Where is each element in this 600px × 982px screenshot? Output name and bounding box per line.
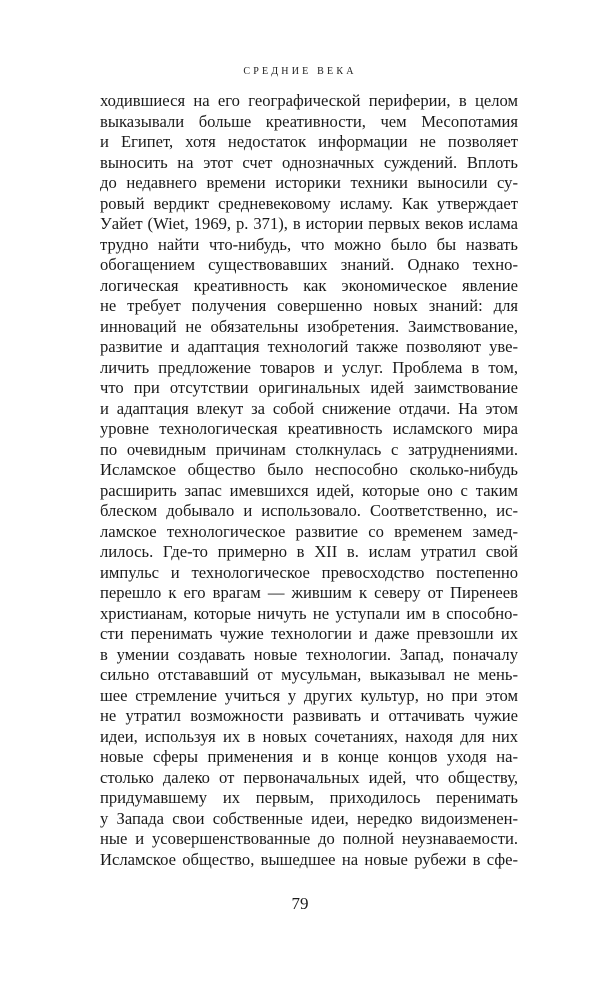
text-line: личить предложение товаров и услуг. Проблема в том,: [100, 357, 518, 377]
text-line: инноваций не обязательны изобретения. Заимствование,: [100, 316, 518, 336]
body-text: [100, 91, 518, 870]
text-line: ные и усовершенствованные до полной неузнаваемости.: [100, 829, 518, 848]
text-line: придумавшему их первым, приходилось перенимать: [100, 788, 518, 807]
text-line: логическая креативность как экономическое явление: [100, 275, 518, 295]
text-line: лилось. Где-то примерно в XII в. ислам утратил свой: [100, 542, 518, 561]
text-line: перешло к его врагам — жившим к северу от Пиренеев: [100, 583, 518, 602]
text-line: Уайет (Wiet, 1969, p. 371), в истории первых веков ислама: [100, 214, 518, 233]
text-line: столько далеко от первоначальных идей, что обществу,: [100, 767, 518, 787]
text-line: шее стремление учиться у других культур, но при этом: [100, 685, 518, 705]
text-line: обогащением существовавших знаний. Однако техно-: [100, 255, 518, 274]
text-line: и Египет, хотя недостаток информации не позволяет: [100, 132, 518, 151]
text-line: новые сферы применения и в конце концов уходя на-: [100, 747, 518, 766]
text-line: расширить запас имевшихся идей, которые оно с таким: [100, 480, 518, 500]
text-line: и адаптация влекут за собой снижение отдачи. На этом: [100, 398, 518, 418]
text-line: сильно отстававший от мусульман, выказывал не мень-: [100, 665, 518, 684]
text-line: христианам, которые ничуть не уступали им в способно-: [100, 603, 518, 623]
text-line: Исламское общество, вышедшее на новые рубежи в сфе-: [100, 849, 518, 869]
text-line: не требует получения совершенно новых знаний: для: [100, 296, 518, 315]
text-line: сти перенимать чужие технологии и даже превзошли их: [100, 624, 518, 643]
text-line: импульс и технологическое превосходство постепенно: [100, 562, 518, 582]
text-line: Исламское общество было неспособно сколько-нибудь: [100, 460, 518, 479]
text-line: трудно найти что-нибудь, что можно было бы назвать: [100, 234, 518, 254]
text-line: у Запада свои собственные идеи, нередко видоизменен-: [100, 808, 518, 828]
text-line: уровне технологическая креативность исламского мира: [100, 419, 518, 438]
text-line: развитие и адаптация технологий также позволяют уве-: [100, 337, 518, 356]
text-line: блеском добывало и использовало. Соответственно, ис-: [100, 501, 518, 520]
page-number: 79: [291, 894, 309, 913]
text-line: по очевидным причинам столкнулась с затруднениями.: [100, 439, 518, 459]
text-line: ламское технологическое развитие со временем замед-: [100, 521, 518, 541]
text-line: не утратил возможности развивать и оттачивать чужие: [100, 706, 518, 725]
text-line: в умении создавать новые технологии. Запад, поначалу: [100, 644, 518, 664]
text-line: идеи, используя их в новых сочетаниях, находя для них: [100, 726, 518, 746]
text-line: выказывали больше креативности, чем Месопотамия: [100, 111, 518, 131]
text-line: выносить на этот счет однозначных суждений. Вплоть: [100, 152, 518, 172]
text-line: ходившиеся на его географической периферии, в целом: [100, 91, 518, 110]
running-header: СРЕДНИЕ ВЕКА: [243, 66, 357, 77]
text-line: ровый вердикт средневековому исламу. Как утверждает: [100, 193, 518, 213]
text-line: до недавнего времени историки техники выносили су-: [100, 173, 518, 192]
text-line: что при отсутствии оригинальных идей заимствование: [100, 378, 518, 397]
